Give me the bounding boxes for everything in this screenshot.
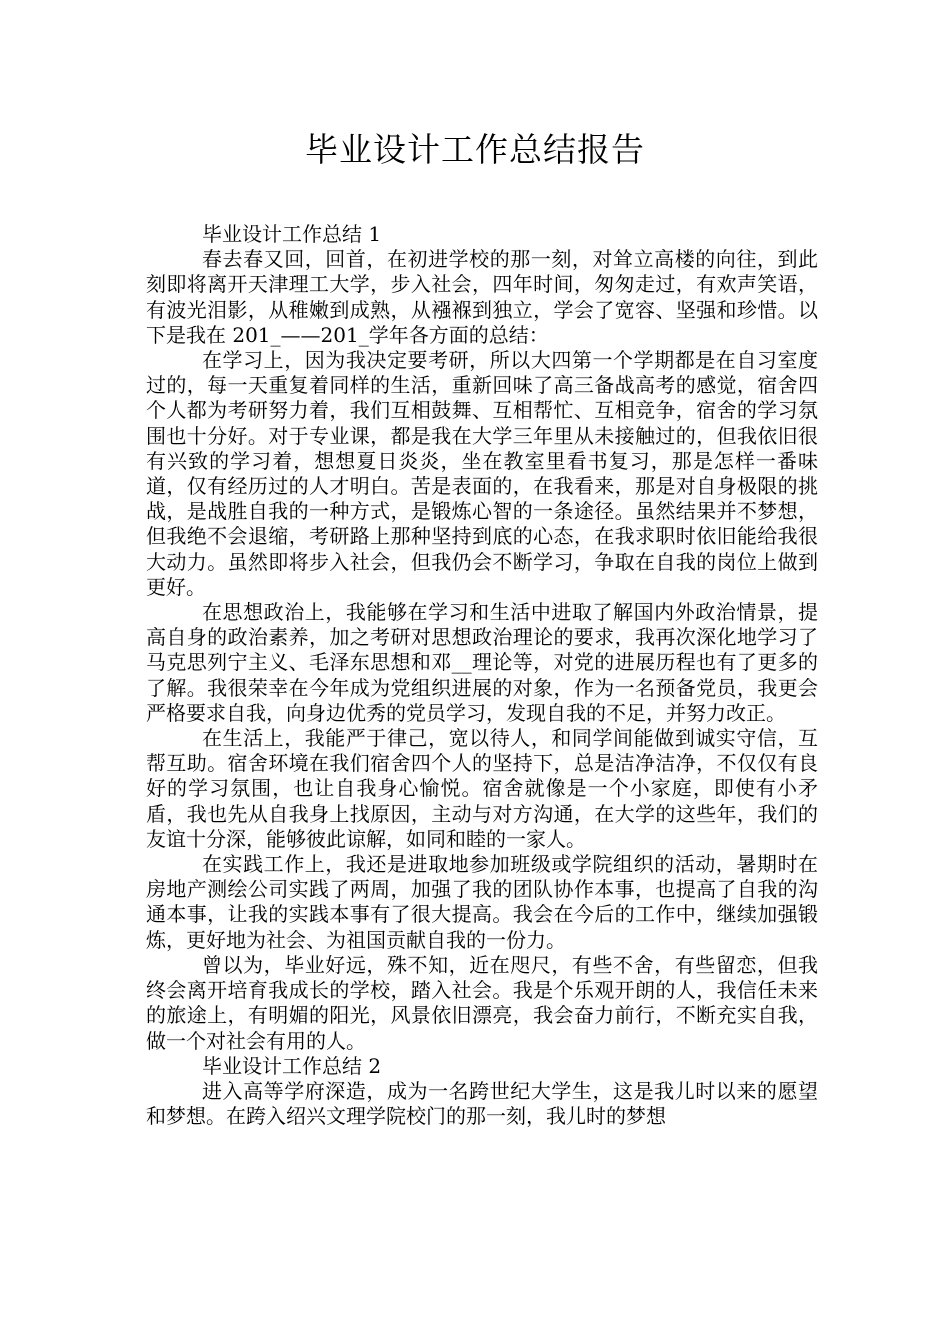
document-title: 毕业设计工作总结报告	[305, 130, 645, 169]
document-body	[146, 222, 818, 1129]
paragraph-closing: 曾以为，毕业好远，殊不知，近在咫尺，有些不舍，有些留恋，但我终会离开培育我成长的学校，踏入社会。我是个乐观开朗的人，我信任未来的旅途上，有明媚的阳光，风景依旧漂亮，我会奋力前行，不断充实自我，做一个对社会有用的人。	[146, 952, 818, 1053]
paragraph-practice: 在实践工作上，我还是进取地参加班级或学院组织的活动，暑期时在房地产测绘公司实践了两周，加强了我的团队协作本事，也提高了自我的沟通本事，让我的实践本事有了很大提高。我会在今后的工作中，继续加强锻炼，更好地为社会、为祖国贡献自我的一份力。	[146, 852, 818, 952]
section-heading-2: 毕业设计工作总结 2	[202, 1053, 382, 1078]
paragraph-study: 在学习上，因为我决定要考研，所以大四第一个学期都是在自习室度过的，每一天重复着同样的生活，重新回味了高三备战高考的感觉，宿舍四个人都为考研努力着，我们互相鼓舞、互相帮忙、互相竞争，宿舍的学习氛围也十分好。对于专业课，都是我在大学三年里从未接触过的，但我依旧很有兴致的学习着，想想夏日炎炎，坐在教室里看书复习，那是怎样一番味道，仅有经历过的人才明白。苦是表面的，在我看来，那是对自身极限的挑战，是战胜自我的一种方式，是锻炼心智的一条途径。虽然结果并不梦想，但我绝不会退缩，考研路上那种坚持到底的心态，在我求职时依旧能给我很大动力。虽然即将步入社会，但我仍会不断学习，争取在自我的岗位上做到更好。	[146, 348, 818, 599]
paragraph-intro: 春去春又回，回首，在初进学校的那一刻，对耸立高楼的向往，到此刻即将离开天津理工大学，步入社会，四年时间，匆匆走过，有欢声笑语，有波光泪影，从稚嫩到成熟，从襁褓到独立，学会了宽容、坚强和珍惜。以下是我在 201_——201_学年各方面的总结：	[146, 247, 818, 347]
paragraph-politics: 在思想政治上，我能够在学习和生活中进取了解国内外政治情景，提高自身的政治素养，加之考研对思想政治理论的要求，我再次深化地学习了马克思列宁主义、毛泽东思想和邓__理论等，对党的进展历程也有了更多的了解。我很荣幸在今年成为党组织进展的对象，作为一名预备党员，我更会严格要求自我，向身边优秀的党员学习，发现自我的不足，并努力改正。	[146, 600, 818, 725]
section-heading-1: 毕业设计工作总结 1	[202, 222, 382, 246]
paragraph-life: 在生活上，我能严于律己，宽以待人，和同学间能做到诚实守信，互帮互助。宿舍环境在我们宿舍四个人的坚持下，总是洁净洁净，不仅仅有良好的学习氛围，也让自我身心愉悦。宿舍就像是一个小家庭，即使有小矛盾，我也先从自我身上找原因，主动与对方沟通，在大学的这些年，我们的友谊十分深，能够彼此谅解，如同和睦的一家人。	[146, 726, 818, 851]
paragraph-section2-intro: 进入高等学府深造，成为一名跨世纪大学生，这是我儿时以来的愿望和梦想。在跨入绍兴文理学院校门的那一刻，我儿时的梦想	[146, 1078, 818, 1129]
